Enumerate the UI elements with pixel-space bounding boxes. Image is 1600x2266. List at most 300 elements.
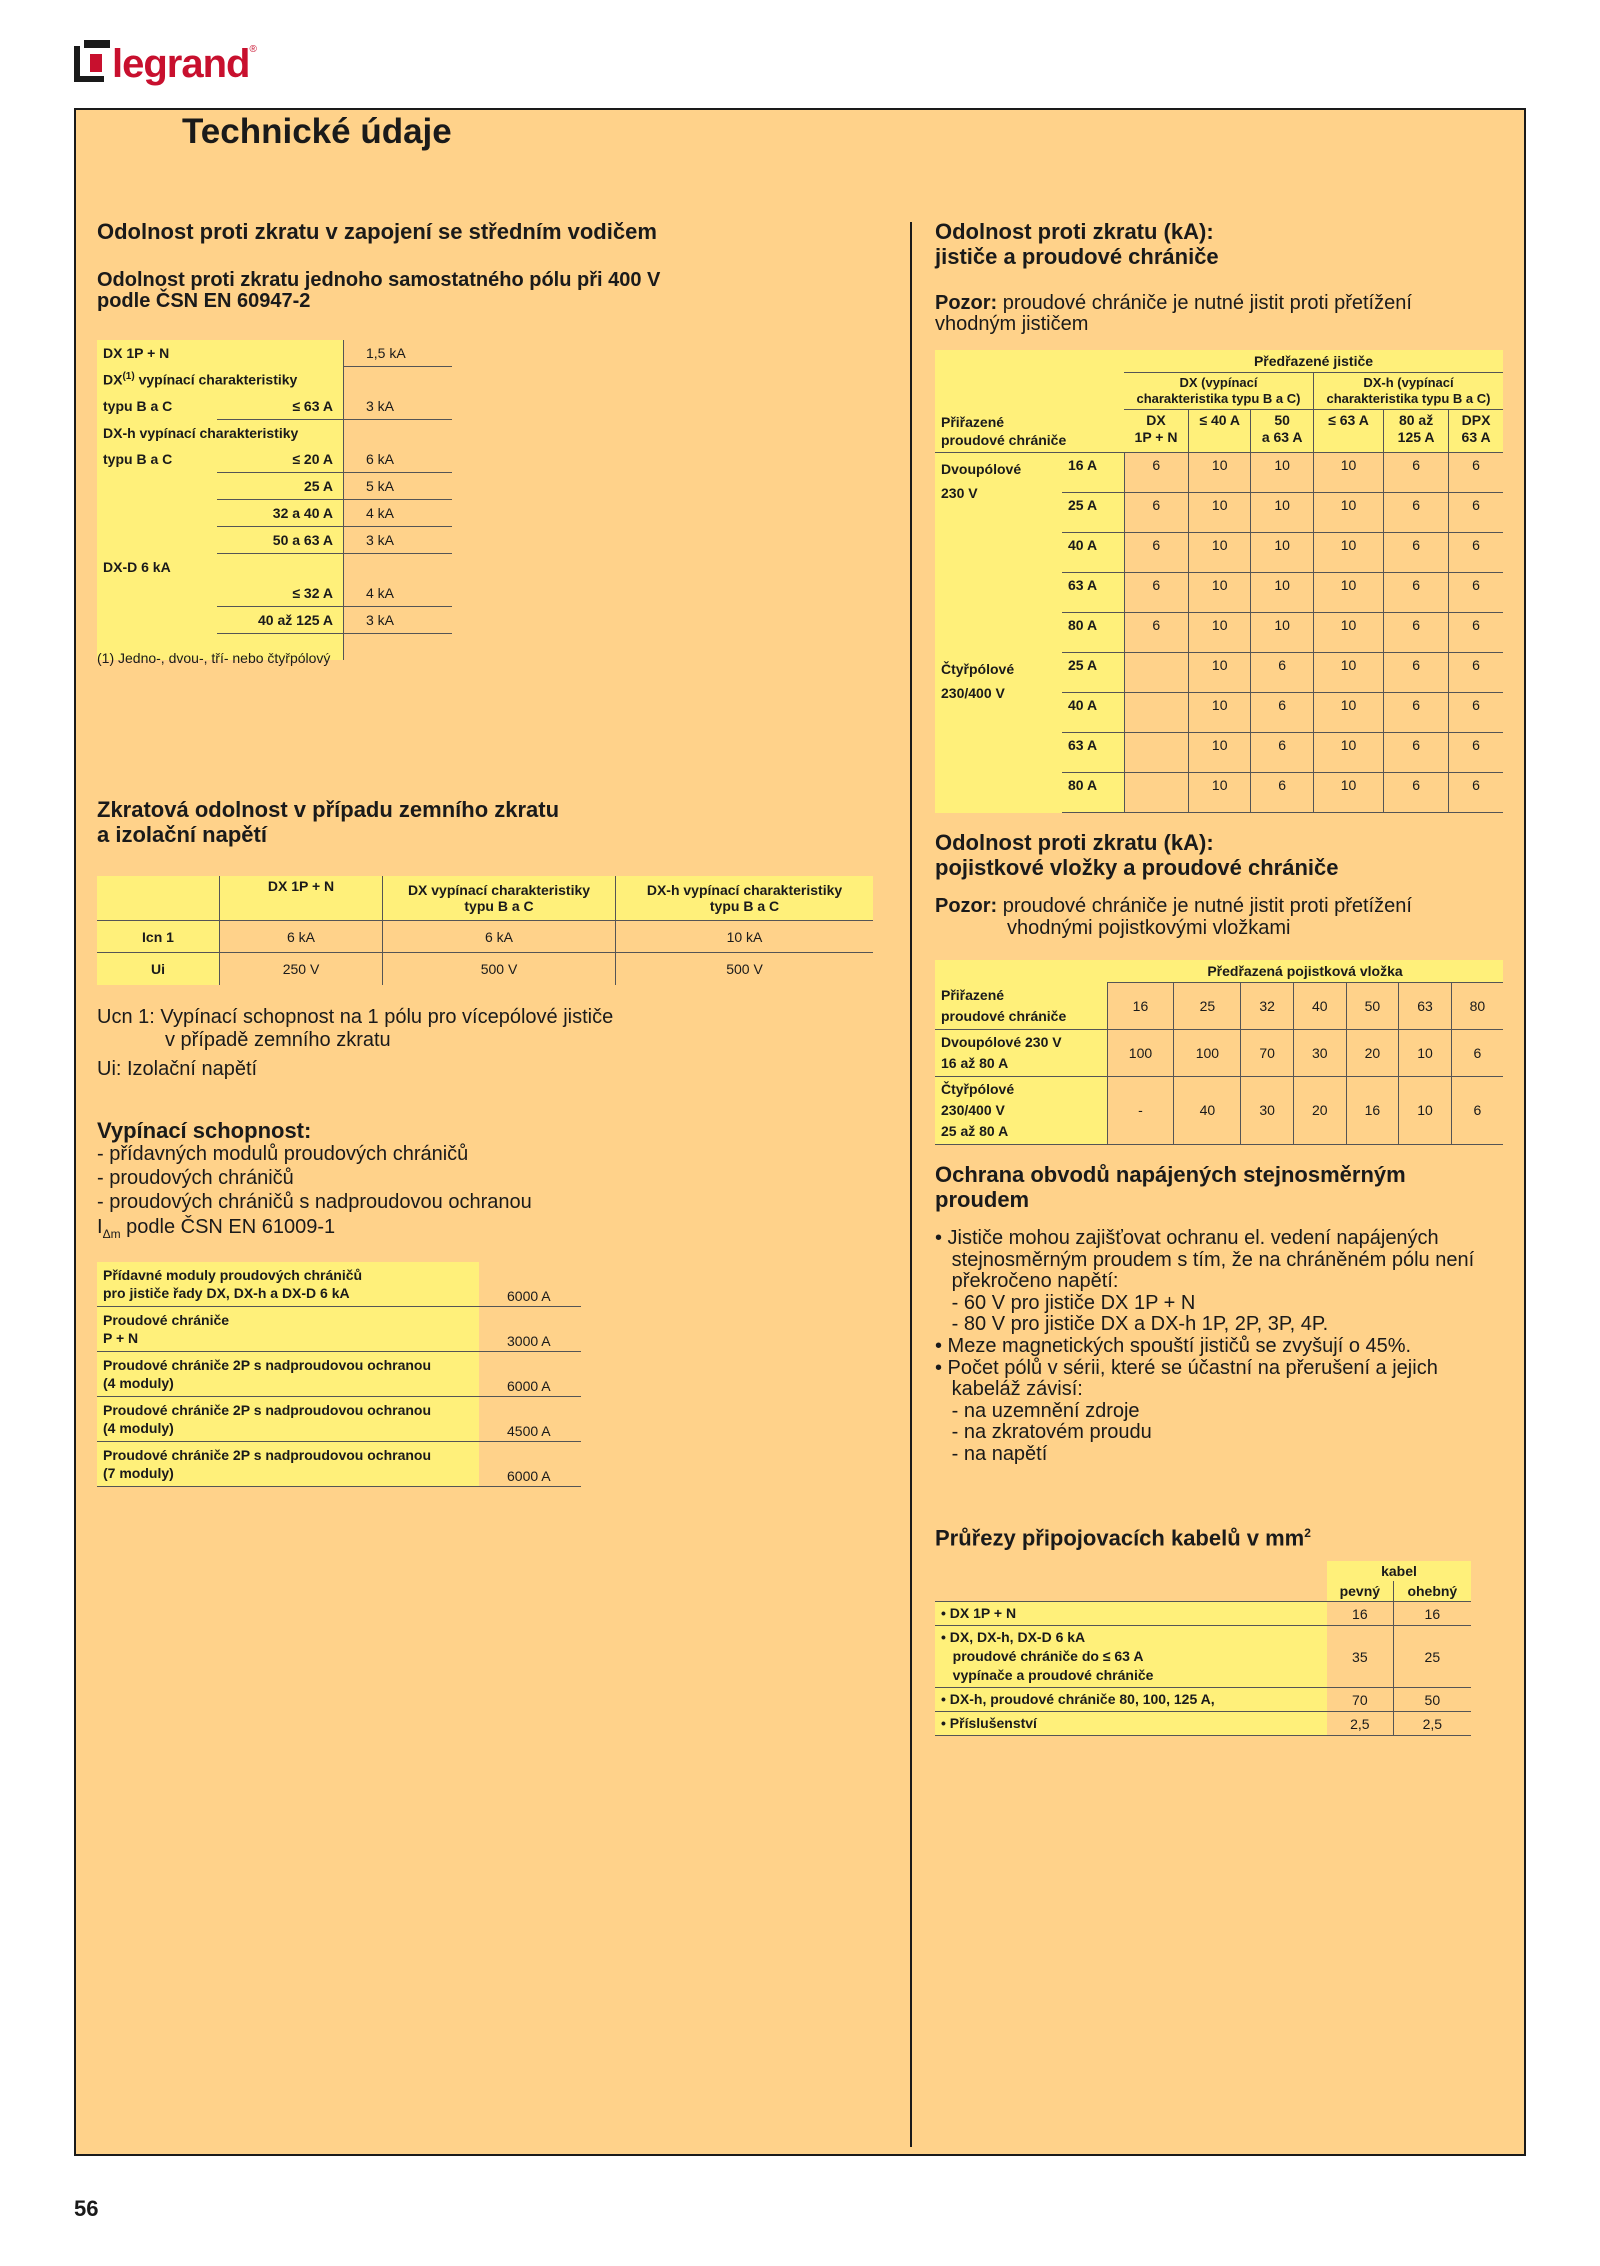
- s1-value: 1,5 kA: [344, 340, 453, 367]
- r3-heading-1: Ochrana obvodů napájených stejnosměrným: [935, 1162, 1406, 1187]
- r1-corner: [935, 350, 1062, 373]
- r2-col-header: 63: [1399, 983, 1452, 1030]
- r3-line: - na napětí: [935, 1442, 1048, 1465]
- r3-line: překročeno napětí:: [935, 1270, 1119, 1293]
- r1-cell: 6: [1251, 693, 1314, 733]
- r1-rating: 63 A: [1062, 733, 1124, 773]
- s3-value: 6000 A: [479, 1352, 581, 1397]
- r2-cell: 100: [1174, 1029, 1241, 1076]
- r1-col-header: [1449, 410, 1503, 453]
- r3-list: [935, 1228, 1474, 1466]
- s2-row-label: Icn 1: [97, 921, 220, 953]
- r3-line: - na zkratovém proudu: [935, 1421, 1152, 1444]
- r2-cell: 10: [1399, 1076, 1452, 1144]
- r2-top-label: Předřazená pojistková vložka: [1107, 960, 1503, 983]
- r2-data-row: [935, 1029, 1503, 1076]
- r1-group-name-line: Dvoupólové: [941, 461, 1022, 477]
- s1-label: [97, 367, 344, 394]
- s1-row: [97, 500, 452, 527]
- s1-range: 32 a 40 A: [217, 500, 344, 527]
- s3-label: [97, 1442, 479, 1487]
- r1-cell: 10: [1189, 693, 1251, 733]
- r1-group-dxh: [1313, 373, 1503, 410]
- s1-value: 5 kA: [344, 473, 453, 500]
- legrand-logo: [74, 40, 257, 88]
- r4-corner: [935, 1581, 1327, 1602]
- s1-value: 4 kA: [344, 500, 453, 527]
- r1-group-name-line: Čtyřpólové: [941, 660, 1015, 677]
- r2-heading-1: Odolnost proti zkratu (kA):: [935, 830, 1214, 855]
- r3-heading-2: proudem: [935, 1187, 1030, 1212]
- page-number: 56: [74, 2196, 99, 2221]
- s2-cell: 6 kA: [383, 921, 616, 953]
- s3-table: [97, 1262, 581, 1487]
- r2-cell: 6: [1451, 1029, 1503, 1076]
- s1-row: [97, 393, 452, 420]
- r3-line: stejnosměrným proudem s tím, že na chráněném pólu není: [935, 1248, 1475, 1271]
- r2-row-header-line: proudové chrániče: [941, 1007, 1067, 1024]
- r2-cell: 20: [1293, 1076, 1346, 1144]
- r3-line: - 60 V pro jističe DX 1P + N: [935, 1291, 1196, 1314]
- s1-label: [97, 473, 217, 500]
- r4-row-label-line: • Příslušenství: [941, 1715, 1037, 1731]
- r4-cell: 50: [1393, 1688, 1471, 1712]
- r1-col-line: 125 A: [1397, 429, 1435, 445]
- r4-row-label: [935, 1602, 1327, 1626]
- s1-label: [97, 500, 217, 527]
- s3-value: 3000 A: [479, 1307, 581, 1352]
- r1-cell: 10: [1189, 453, 1251, 493]
- r1-rating: 25 A: [1062, 653, 1124, 693]
- r2-col-header: 25: [1174, 983, 1241, 1030]
- r1-cell: 6: [1449, 693, 1503, 733]
- r2-table: [935, 960, 1503, 1145]
- r2-cell: 10: [1399, 1029, 1452, 1076]
- r1-cell: 6: [1384, 693, 1449, 733]
- r1-data-row: [935, 453, 1503, 493]
- s1-value: 3 kA: [344, 527, 453, 554]
- r1-cell: 10: [1313, 453, 1383, 493]
- r1-cell: 6: [1124, 613, 1189, 653]
- s1-range: [217, 554, 344, 581]
- r1-cell: 10: [1189, 533, 1251, 573]
- r1-rating: 25 A: [1062, 493, 1124, 533]
- r3-line: - 80 V pro jističe DX a DX-h 1P, 2P, 3P, 4P.: [935, 1313, 1329, 1336]
- r1-cell: [1124, 653, 1189, 693]
- s2-row-label: Ui: [97, 953, 220, 985]
- r1-cell: 6: [1384, 773, 1449, 813]
- r2-row-label-line: 25 až 80 A: [941, 1122, 1009, 1139]
- r1-note-2: vhodným jističem: [935, 313, 1089, 335]
- r1-cell: 10: [1251, 493, 1314, 533]
- s1-row: [97, 340, 452, 367]
- s3-label: [97, 1397, 479, 1442]
- s3-row: [97, 1307, 581, 1352]
- r2-note-1: Pozor: proudové chrániče je nutné jistit proti přetížení: [935, 895, 1412, 917]
- s2-col-1: DX 1P + N: [220, 876, 383, 921]
- s1-row: [97, 420, 452, 447]
- r1-col-row: [935, 410, 1503, 453]
- r1-col-line: a 63 A: [1261, 429, 1303, 445]
- r1-cell: 6: [1124, 533, 1189, 573]
- r4-cell: 2,5: [1327, 1712, 1393, 1736]
- r4-row-label-line: • DX-h, proudové chrániče 80, 100, 125 A,: [941, 1691, 1215, 1707]
- s2-cell: 10 kA: [616, 921, 874, 953]
- r2-col-row: [935, 983, 1503, 1030]
- s1-label-sup: (1): [122, 371, 135, 383]
- r4-cell: 2,5: [1393, 1712, 1471, 1736]
- r1-corner: [935, 373, 1062, 410]
- s1-range: [217, 340, 344, 367]
- r1-top-label: Předřazené jističe: [1124, 350, 1503, 373]
- r4-table: [935, 1561, 1471, 1736]
- s1-value: 4 kA: [344, 580, 453, 607]
- r1-group-name: [935, 453, 1062, 653]
- r2-top-row: [935, 960, 1503, 983]
- s2-corner: [97, 876, 220, 921]
- r1-cell: 6: [1384, 533, 1449, 573]
- s3-label: [97, 1262, 479, 1307]
- s1-row: [97, 554, 452, 581]
- r1-col-line: 63 A: [1461, 429, 1491, 445]
- r1-cell: 6: [1124, 493, 1189, 533]
- r2-heading-2: pojistkové vložky a proudové chrániče: [935, 855, 1339, 880]
- s1-value: 3 kA: [344, 607, 453, 634]
- r1-cell: 6: [1449, 453, 1503, 493]
- s3-label: [97, 1352, 479, 1397]
- s2-cell: 500 V: [616, 953, 874, 985]
- r1-cell: 6: [1449, 493, 1503, 533]
- s3-row: [97, 1397, 581, 1442]
- s1-heading: Odolnost proti zkratu v zapojení se středním vodičem: [97, 219, 657, 244]
- r4-data-row: [935, 1626, 1471, 1688]
- s2-note-3: Ui: Izolační napětí: [97, 1058, 258, 1080]
- s1-row: [97, 473, 452, 500]
- r2-cell: -: [1107, 1076, 1174, 1144]
- s1-range: ≤ 20 A: [217, 446, 344, 473]
- r1-cell: 10: [1189, 613, 1251, 653]
- r1-cell: 10: [1313, 773, 1383, 813]
- s1-range: 40 až 125 A: [217, 607, 344, 634]
- s1-footnote: (1) Jedno-, dvou-, tří- nebo čtyřpólový: [97, 650, 331, 666]
- r4-row-label-line: • DX, DX-h, DX-D 6 kA: [941, 1629, 1086, 1645]
- r1-top-row: [935, 350, 1503, 373]
- r1-rating: 40 A: [1062, 533, 1124, 573]
- page-title: Technické údaje: [182, 112, 452, 151]
- r2-col-header: 32: [1241, 983, 1294, 1030]
- r4-row-label-line: proudové chrániče do ≤ 63 A: [941, 1648, 1144, 1664]
- r1-cell: 6: [1449, 653, 1503, 693]
- s3-value: 6000 A: [479, 1442, 581, 1487]
- r2-col-header: 40: [1293, 983, 1346, 1030]
- r1-rating: 80 A: [1062, 613, 1124, 653]
- r4-row-label-line: vypínače a proudové chrániče: [941, 1667, 1154, 1683]
- s2-col-3: DX-h vypínací charakteristiky typu B a C: [616, 876, 874, 921]
- s3-label-line: (4 moduly): [103, 1420, 174, 1436]
- s1-label: typu B a C: [97, 393, 217, 420]
- r1-group-row: [935, 373, 1503, 410]
- s3-line-last: $I_{\Delta m}$ podle ČSN EN 61009-1: [97, 1216, 336, 1241]
- r1-col-line: 80 až: [1398, 412, 1434, 428]
- s3-label-line: (7 moduly): [103, 1465, 174, 1481]
- r1-cell: 10: [1189, 493, 1251, 533]
- s3-line: - proudových chráničů: [97, 1167, 294, 1189]
- s1-range: ≤ 63 A: [217, 393, 344, 420]
- s1-range: 25 A: [217, 473, 344, 500]
- r1-row-header: [935, 410, 1124, 453]
- r1-cell: 10: [1251, 613, 1314, 653]
- s1-sub2: podle ČSN EN 60947-2: [97, 290, 311, 312]
- s1-label: [97, 580, 217, 607]
- r1-cell: [1124, 773, 1189, 813]
- r1-cell: 10: [1313, 573, 1383, 613]
- r2-row-header: [935, 983, 1107, 1030]
- r1-col-header: [1124, 410, 1189, 453]
- s1-range: ≤ 32 A: [217, 580, 344, 607]
- r2-row-label-line: Čtyřpólové: [941, 1080, 1015, 1097]
- r4-cell: 70: [1327, 1688, 1393, 1712]
- r4-kabel: kabel: [1327, 1561, 1471, 1581]
- r3-line: - na uzemnění zdroje: [935, 1399, 1140, 1422]
- r2-col-header: 50: [1346, 983, 1399, 1030]
- r1-cell: 10: [1189, 573, 1251, 613]
- s2-note-2: v případě zemního zkratu: [165, 1029, 391, 1051]
- s3-label-line: Proudové chrániče 2P s nadproudovou ochranou: [103, 1357, 432, 1373]
- r2-cell: 30: [1241, 1076, 1294, 1144]
- r1-group-name-line: 230/400 V: [941, 684, 1005, 701]
- s1-label: DX-h vypínací charakteristiky: [97, 420, 344, 447]
- r1-cell: 10: [1313, 693, 1383, 733]
- s1-value: [344, 554, 453, 581]
- r1-cell: 6: [1449, 733, 1503, 773]
- r4-ohebny: ohebný: [1393, 1581, 1471, 1602]
- r1-rating: 63 A: [1062, 573, 1124, 613]
- s1-row: [97, 607, 452, 634]
- r2-row-label: [935, 1029, 1107, 1076]
- s1-label-text: vypínací charakteristiky: [134, 372, 298, 389]
- r1-group-dx: [1124, 373, 1313, 410]
- s3-label-line: Proudové chrániče: [103, 1312, 230, 1328]
- r1-cell: 6: [1124, 453, 1189, 493]
- s1-label: DX-D 6 kA: [97, 554, 217, 581]
- s3-row: [97, 1442, 581, 1487]
- s2-heading-1: Zkratová odolnost v případu zemního zkratu: [97, 797, 560, 822]
- r2-data-row: [935, 1076, 1503, 1144]
- r4-data-row: [935, 1712, 1471, 1736]
- r4-data-row: [935, 1688, 1471, 1712]
- r4-cell: 16: [1393, 1602, 1471, 1626]
- s3-label-line: pro jističe řady DX, DX-h a DX-D 6 kA: [103, 1285, 350, 1301]
- r1-cell: 6: [1384, 453, 1449, 493]
- r1-cell: 10: [1251, 573, 1314, 613]
- r2-cell: 100: [1107, 1029, 1174, 1076]
- r4-data-row: [935, 1602, 1471, 1626]
- r1-cell: 6: [1449, 533, 1503, 573]
- r4-row-label: [935, 1626, 1327, 1688]
- r1-col-header: [1313, 410, 1383, 453]
- r3-line: kabeláž závisí:: [935, 1378, 1083, 1401]
- r2-row-label-line: 230/400 V: [941, 1101, 1005, 1118]
- s1-value: 6 kA: [344, 446, 453, 473]
- r1-corner: [1062, 373, 1124, 410]
- s1-label: [97, 607, 217, 634]
- r1-cell: 10: [1313, 613, 1383, 653]
- r1-cell: 6: [1449, 773, 1503, 813]
- r2-row-label-line: Dvoupólové 230 V: [941, 1033, 1062, 1050]
- s2-table: [97, 876, 873, 985]
- r4-pevny: pevný: [1327, 1581, 1393, 1602]
- s2-heading-2: a izolační napětí: [97, 822, 267, 847]
- s1-row: [97, 580, 452, 607]
- r4-heading: Průřezy připojovacích kabelů v $mm^2$: [935, 1525, 1311, 1551]
- r1-cell: 6: [1384, 653, 1449, 693]
- r2-corner: [935, 960, 1107, 983]
- s3-row: [97, 1262, 581, 1307]
- r3-line: • Meze magnetických spouští jističů se zvyšují o 45%.: [935, 1334, 1412, 1357]
- r1-cell: [1124, 693, 1189, 733]
- s3-line: - proudových chráničů s nadproudovou ochranou: [97, 1191, 532, 1213]
- r2-note-2: vhodnými pojistkovými vložkami: [1007, 917, 1291, 939]
- s2-cell: 6 kA: [220, 921, 383, 953]
- s1-table: [97, 340, 452, 660]
- r1-row-header-line: proudové chrániče: [941, 431, 1067, 448]
- column-divider: [910, 222, 912, 2147]
- s2-note-1: Ucn 1: Vypínací schopnost na 1 pólu pro vícepólové jističe: [97, 1006, 614, 1028]
- s1-value: 3 kA: [344, 393, 453, 420]
- s3-label-line: P + N: [103, 1330, 139, 1346]
- r1-cell: 6: [1251, 653, 1314, 693]
- s3-heading: Vypínací schopnost:: [97, 1118, 312, 1143]
- r1-col-header: [1189, 410, 1251, 453]
- r1-cell: 6: [1384, 493, 1449, 533]
- r1-corner: [1062, 350, 1124, 373]
- s1-row: [97, 446, 452, 473]
- s1-value: [344, 367, 453, 394]
- s3-label-line: Proudové chrániče 2P s nadproudovou ochranou: [103, 1402, 432, 1418]
- r2-row-label-line: 16 až 80 A: [941, 1054, 1009, 1071]
- r1-row-header-line: Přiřazené: [941, 413, 1005, 430]
- r3-line: • Jističe mohou zajišťovat ochranu el. vedení napájených: [935, 1227, 1439, 1249]
- s3-row: [97, 1352, 581, 1397]
- r1-cell: 10: [1313, 533, 1383, 573]
- r1-col-line: 50: [1274, 412, 1290, 428]
- r1-col-line: ≤ 63 A: [1328, 412, 1369, 428]
- s3-value: 4500 A: [479, 1397, 581, 1442]
- r1-cell: 6: [1449, 613, 1503, 653]
- r1-rating: 80 A: [1062, 773, 1124, 813]
- r1-cell: 6: [1251, 773, 1314, 813]
- r1-cell: 6: [1449, 573, 1503, 613]
- s3-value: 6000 A: [479, 1262, 581, 1307]
- r4-col-row: [935, 1581, 1471, 1602]
- r1-col-line: 1P + N: [1134, 429, 1178, 445]
- r1-rating: 16 A: [1062, 453, 1124, 493]
- r1-cell: 6: [1251, 733, 1314, 773]
- r2-col-header: 16: [1107, 983, 1174, 1030]
- s1-label-text: DX: [103, 372, 123, 389]
- legrand-mark-icon: [74, 46, 104, 82]
- s1-pad: [344, 634, 453, 661]
- r1-col-header: [1251, 410, 1314, 453]
- r1-group-name: [935, 653, 1062, 813]
- r1-cell: 6: [1384, 613, 1449, 653]
- r2-col-header: 80: [1451, 983, 1503, 1030]
- r1-cell: 10: [1313, 733, 1383, 773]
- r1-col-line: ≤ 40 A: [1199, 412, 1241, 428]
- r1-note-1: Pozor: proudové chrániče je nutné jistit proti přetížení: [935, 292, 1412, 314]
- r1-cell: 10: [1189, 773, 1251, 813]
- r2-cell: 30: [1293, 1029, 1346, 1076]
- r1-cell: 6: [1384, 573, 1449, 613]
- r2-row-header-line: Přiřazené: [941, 986, 1005, 1003]
- s2-col-2: DX vypínací charakteristiky typu B a C: [383, 876, 616, 921]
- s3-label-line: Přídavné moduly proudových chráničů: [103, 1267, 363, 1283]
- r1-cell: 10: [1251, 453, 1314, 493]
- r2-cell: 20: [1346, 1029, 1399, 1076]
- r3-line: • Počet pólů v sérii, které se účastní na přerušení a jejich: [935, 1356, 1438, 1379]
- r2-cell: 6: [1451, 1076, 1503, 1144]
- r1-col-header: [1384, 410, 1449, 453]
- r4-row-label: [935, 1712, 1327, 1736]
- s3-line: - přídavných modulů proudových chráničů: [97, 1143, 469, 1165]
- s1-row: [97, 527, 452, 554]
- r1-cell: [1124, 733, 1189, 773]
- s1-value: [344, 420, 453, 447]
- s1-row: [97, 367, 452, 394]
- r4-corner: [935, 1561, 1327, 1581]
- r1-group-name-line: 230 V: [941, 485, 978, 501]
- r2-row-label: [935, 1076, 1107, 1144]
- r4-row-label-line: • DX 1P + N: [941, 1605, 1017, 1621]
- s3-label-line: Proudové chrániče 2P s nadproudovou ochranou: [103, 1447, 432, 1463]
- r2-cell: 70: [1241, 1029, 1294, 1076]
- r1-group-line: charakteristika typu B a C): [1326, 391, 1491, 406]
- r1-cell: 6: [1124, 573, 1189, 613]
- r1-group-line: DX (vypínací: [1179, 375, 1258, 390]
- r4-row-label: [935, 1688, 1327, 1712]
- s1-label: DX 1P + N: [97, 340, 217, 367]
- r1-table: [935, 350, 1503, 813]
- s1-sub1: Odolnost proti zkratu jednoho samostatného pólu při 400 V: [97, 269, 661, 291]
- r2-cell: 40: [1174, 1076, 1241, 1144]
- r1-group-line: charakteristika typu B a C): [1136, 391, 1301, 406]
- logo-reg: ®: [249, 44, 257, 55]
- r1-col-line: DPX: [1461, 412, 1491, 428]
- r4-top-row: [935, 1561, 1471, 1581]
- s2-cell: 500 V: [383, 953, 616, 985]
- r4-cell: 16: [1327, 1602, 1393, 1626]
- s1-label: [97, 527, 217, 554]
- r1-data-row: [935, 653, 1503, 693]
- s3-label: [97, 1307, 479, 1352]
- r1-heading-1: Odolnost proti zkratu (kA):: [935, 219, 1214, 244]
- r1-group-line: DX-h (vypínací: [1363, 375, 1454, 390]
- r1-cell: 10: [1313, 493, 1383, 533]
- r1-cell: 10: [1189, 733, 1251, 773]
- r2-cell: 16: [1346, 1076, 1399, 1144]
- r1-col-line: DX: [1146, 412, 1166, 428]
- logo-text: legrand: [112, 41, 250, 86]
- s1-label: typu B a C: [97, 446, 217, 473]
- s1-range: 50 a 63 A: [217, 527, 344, 554]
- r1-cell: 10: [1313, 653, 1383, 693]
- r1-cell: 10: [1251, 533, 1314, 573]
- r1-cell: 6: [1384, 733, 1449, 773]
- r1-rating: 40 A: [1062, 693, 1124, 733]
- r4-cell: 35: [1327, 1626, 1393, 1688]
- r1-heading-2: jističe a proudové chrániče: [935, 244, 1219, 269]
- s3-label-line: (4 moduly): [103, 1375, 174, 1391]
